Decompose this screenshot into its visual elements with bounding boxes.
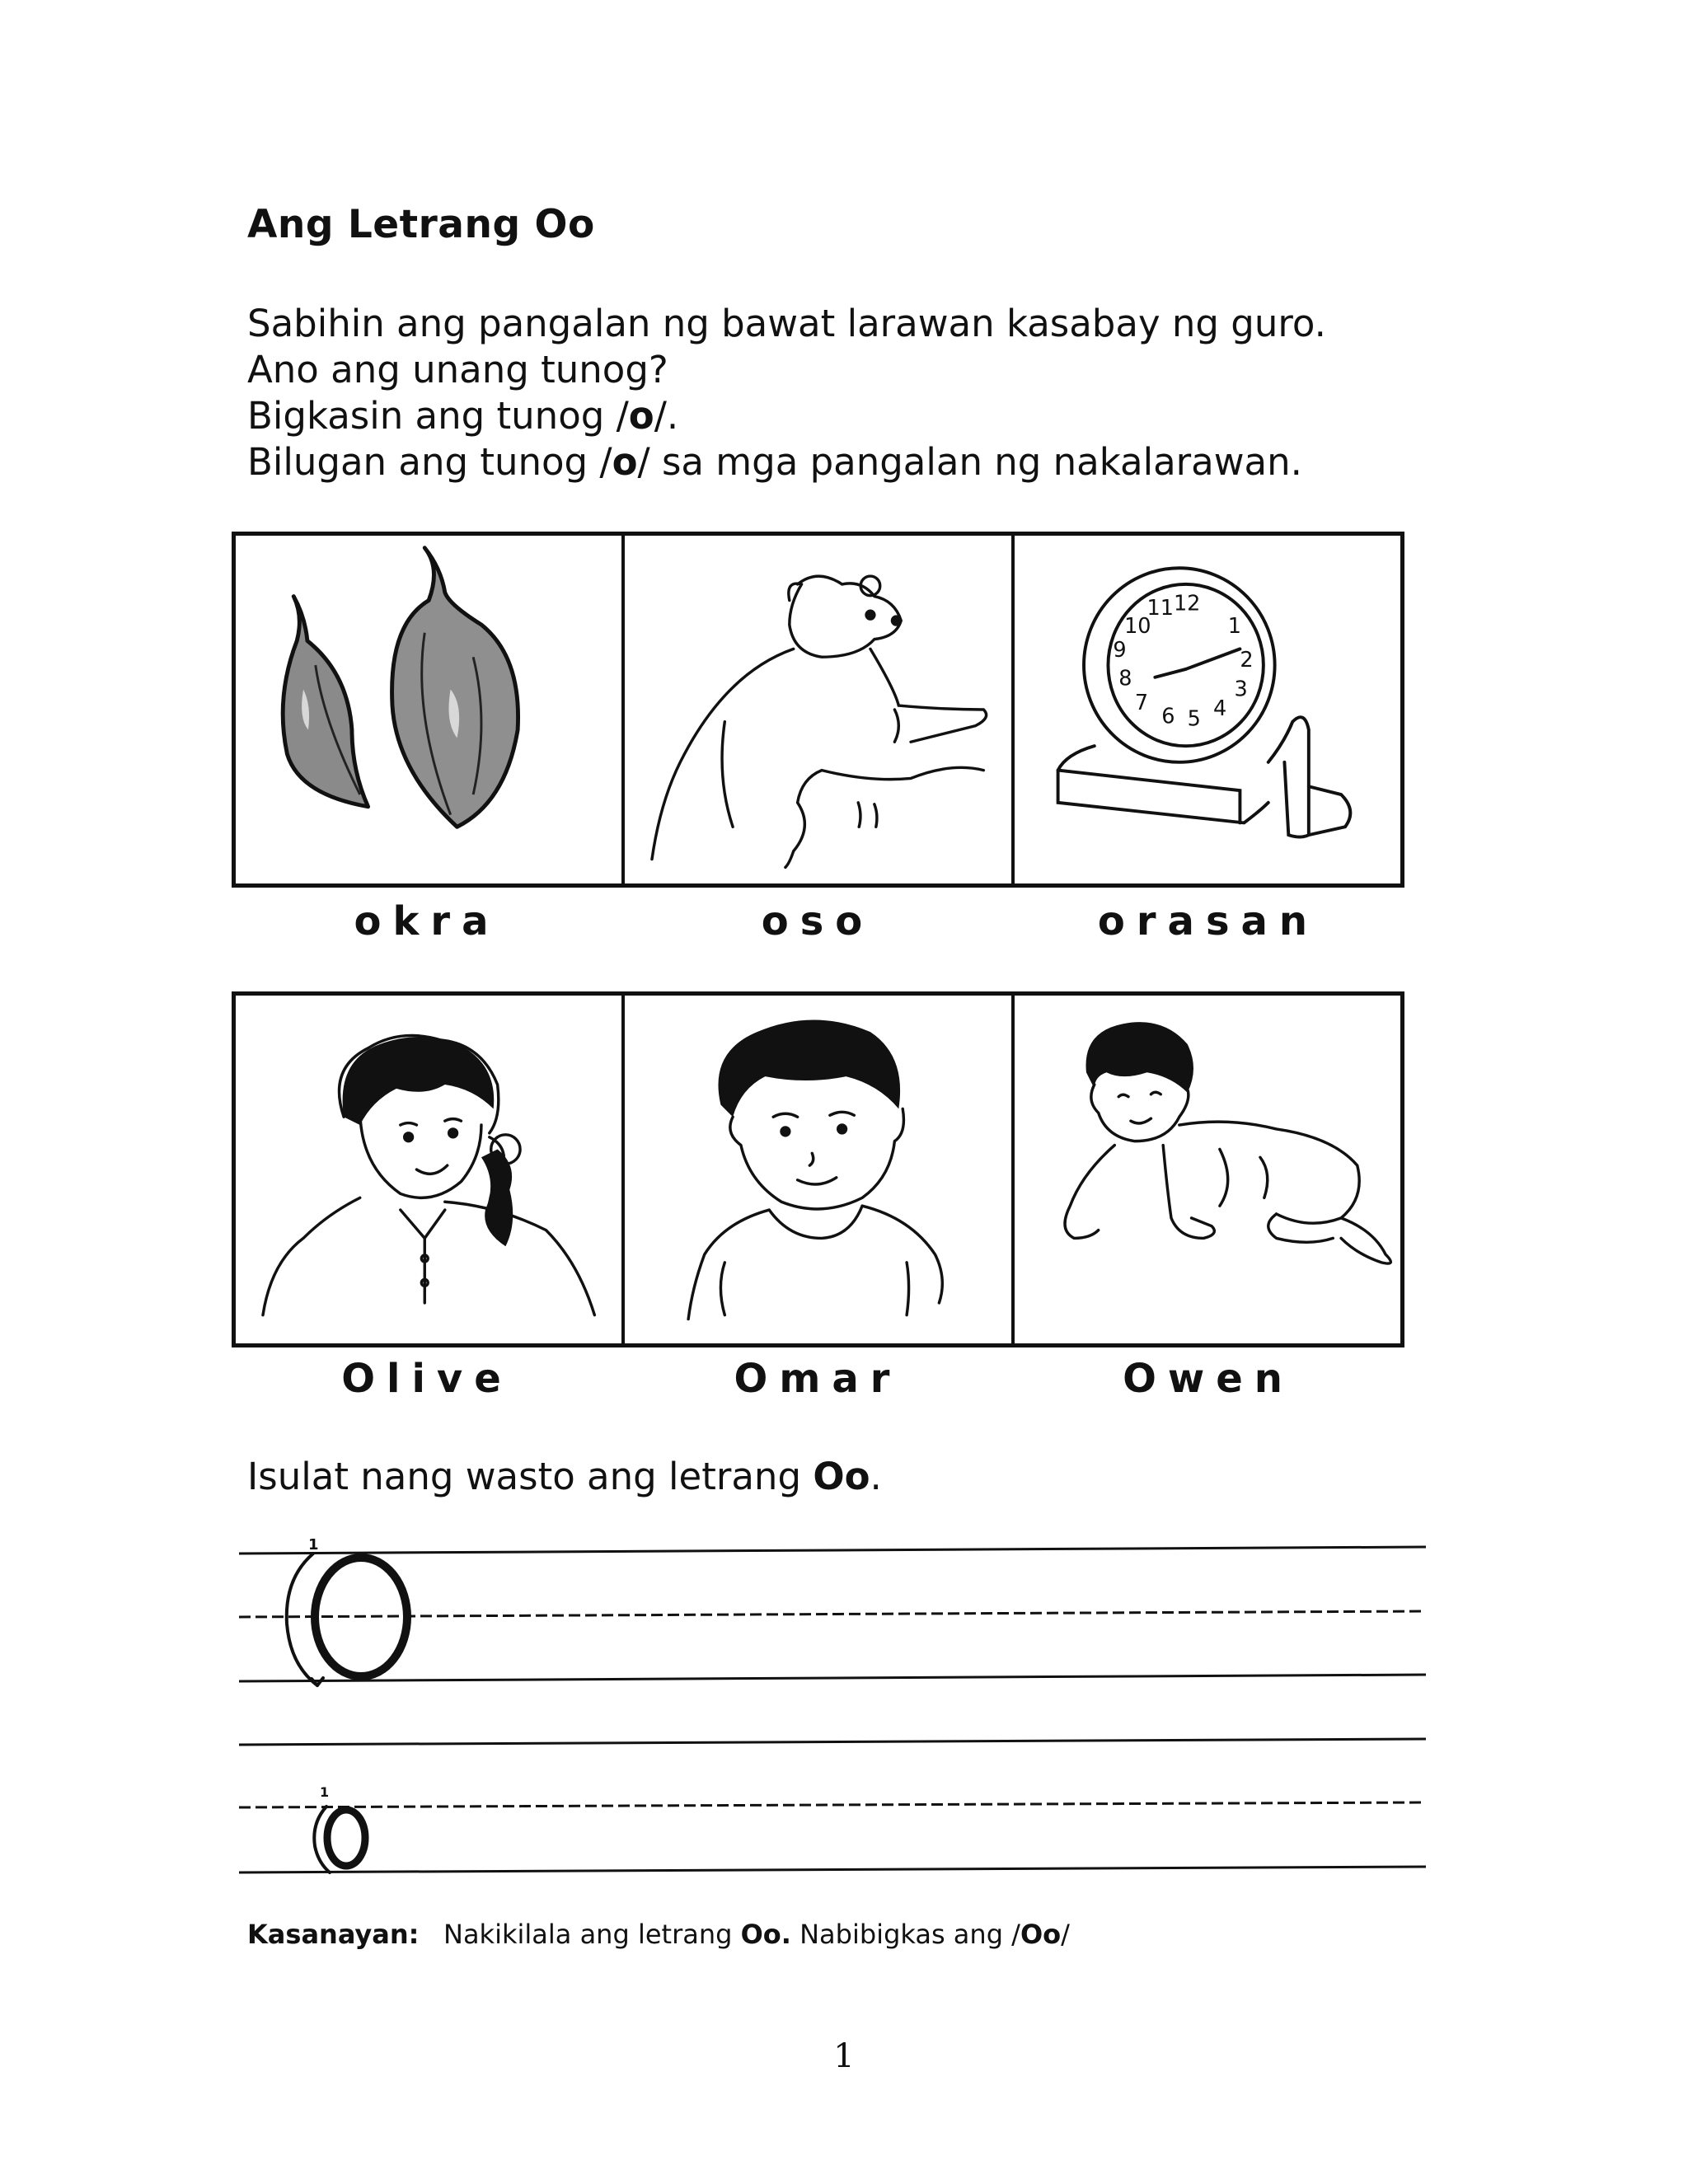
svg-text:7: 7	[1134, 691, 1148, 715]
writing-instruction: Isulat nang wasto ang letrang Oo.	[247, 1455, 882, 1498]
footer-skill: Kasanayan: Nakikilala ang letrang Oo. Nabibigkas ang /Oo/	[247, 1919, 1070, 1950]
page-title: Ang Letrang Oo	[247, 202, 595, 247]
label-olive: Olive	[341, 1356, 513, 1402]
svg-text:11: 11	[1146, 596, 1174, 621]
stroke-number-2: 1	[320, 1784, 330, 1800]
uppercase-o-trace	[287, 1554, 407, 1685]
svg-text:1: 1	[1227, 613, 1241, 639]
picture-cell-orasan	[1015, 536, 1400, 883]
boy-icon	[625, 996, 1010, 1343]
label-omar: Omar	[734, 1356, 902, 1402]
stroke-number-1: 1	[308, 1536, 319, 1554]
picture-cell-owen	[1015, 996, 1400, 1343]
girl-icon	[236, 996, 621, 1343]
svg-text:5: 5	[1187, 706, 1201, 732]
writing-line-mid-1	[239, 1611, 1426, 1617]
label-okra: okra	[354, 898, 500, 944]
picture-cell-oso	[625, 536, 1014, 883]
writing-line-base-1	[239, 1675, 1426, 1681]
instruction-line-4: Bilugan ang tunog /o/ sa mga pangalan ng nakalarawan.	[247, 440, 1302, 484]
instruction-line-1: Sabihin ang pangalan ng bawat larawan kasabay ng guro.	[247, 302, 1326, 345]
writing-line-top-2	[239, 1739, 1426, 1745]
bear-icon	[625, 536, 1010, 883]
handwriting-lines	[239, 1516, 1426, 1896]
label-oso: oso	[761, 898, 874, 944]
svg-text:8: 8	[1118, 666, 1132, 691]
picture-cell-olive	[236, 996, 625, 1343]
instruction-line-2: Ano ang unang tunog?	[247, 348, 668, 391]
lowercase-o-trace	[314, 1807, 365, 1872]
clock-icon	[1015, 536, 1400, 883]
svg-text:6: 6	[1160, 704, 1175, 729]
picture-grid-row-2	[232, 991, 1404, 1347]
instruction-line-3: Bigkasin ang tunog /o/.	[247, 394, 679, 438]
crawling-baby-icon	[1015, 996, 1400, 1343]
svg-text:3: 3	[1234, 677, 1248, 702]
page-number: 1	[833, 2037, 855, 2075]
picture-cell-omar	[625, 996, 1014, 1343]
picture-grid-row-1	[232, 532, 1404, 888]
label-orasan: orasan	[1097, 898, 1320, 944]
writing-line-base-2	[239, 1867, 1426, 1872]
writing-line-mid-2	[239, 1802, 1426, 1807]
svg-text:2: 2	[1240, 647, 1254, 673]
svg-text:9: 9	[1112, 638, 1127, 663]
svg-text:10: 10	[1123, 613, 1151, 639]
okra-icon	[236, 536, 621, 883]
svg-text:12: 12	[1173, 591, 1201, 616]
picture-cell-okra	[236, 536, 625, 883]
writing-line-top-1	[239, 1547, 1426, 1554]
label-owen: Owen	[1123, 1356, 1294, 1402]
svg-text:4: 4	[1212, 696, 1226, 721]
